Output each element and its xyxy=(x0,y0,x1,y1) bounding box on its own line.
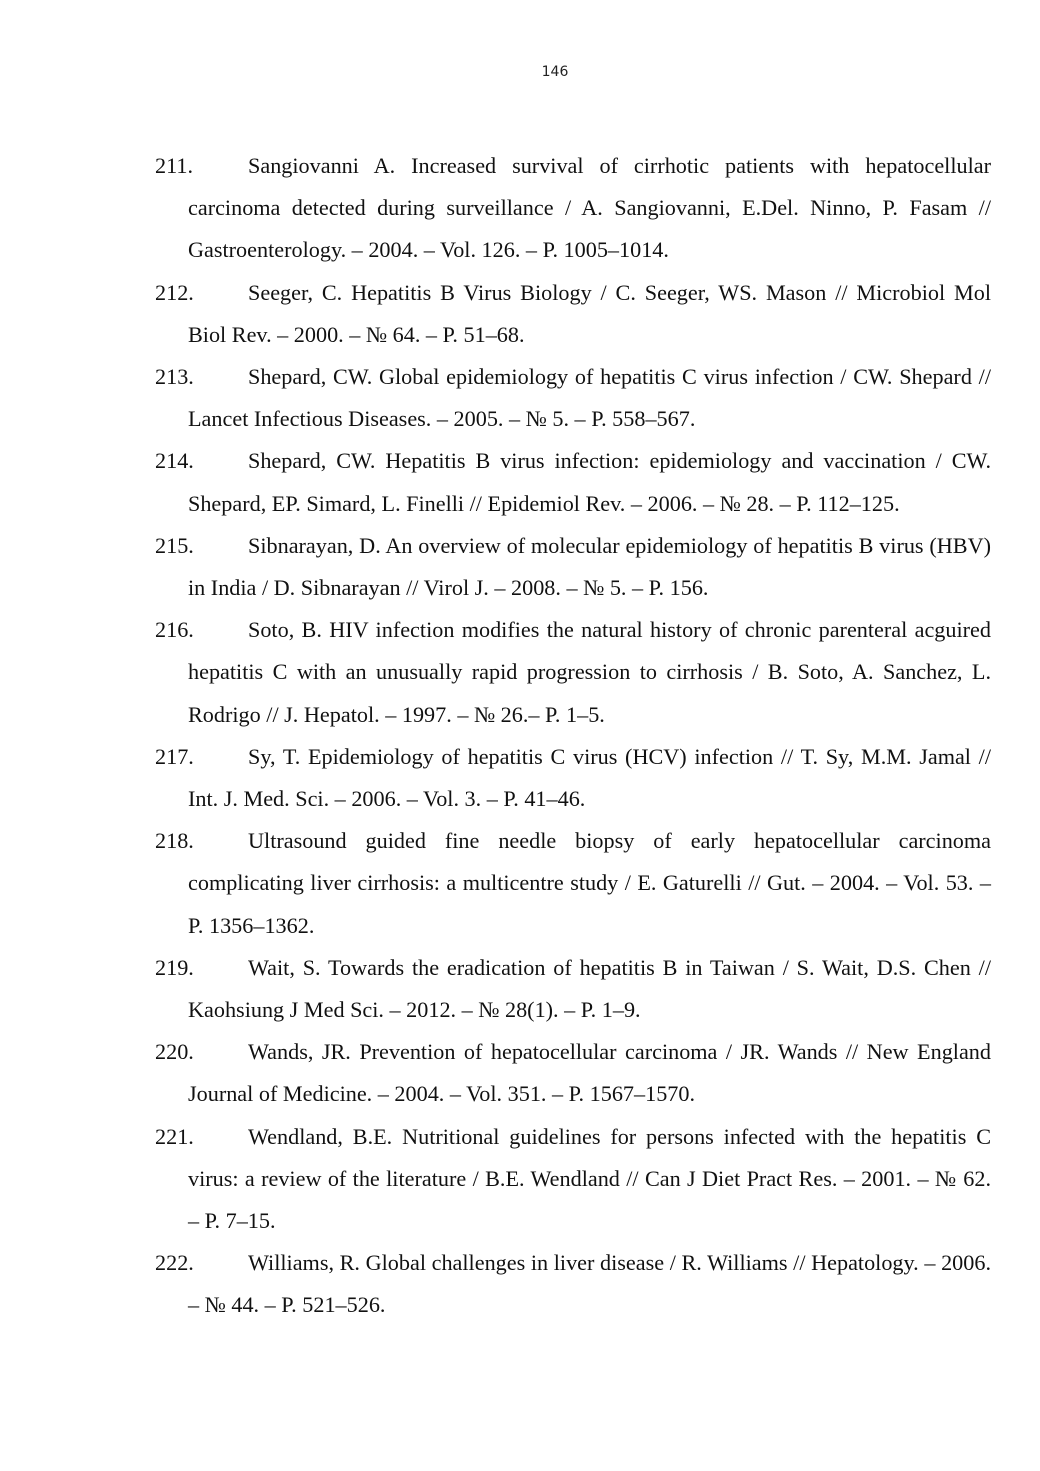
reference-text: Shepard, CW. Hepatitis B virus infection: epidemiology and vaccination / CW. Shepard, EP. Simard, L. Finelli // Epidemiol Rev. – 2006. – № 28. – P. 112–125. xyxy=(188,448,991,516)
reference-item xyxy=(155,736,991,820)
reference-number: 212. xyxy=(155,279,194,305)
reference-item xyxy=(155,1031,991,1115)
reference-text: Sangiovanni A. Increased survival of cirrhotic patients with hepatocellular carcinoma detected during surveillance / A. Sangiovanni, E.Del. Ninno, P. Fasam // Gastroenterology. – 2004. – Vol. 126. – P. 1005–1014. xyxy=(188,153,991,263)
reference-number: 214. xyxy=(155,448,194,474)
reference-item xyxy=(155,356,991,440)
reference-number: 218. xyxy=(155,828,194,854)
reference-number: 215. xyxy=(155,532,194,558)
reference-list xyxy=(155,145,991,1327)
reference-item xyxy=(155,440,991,524)
reference-number: 211. xyxy=(155,153,194,178)
reference-text: Seeger, C. Hepatitis B Virus Biology / C. Seeger, WS. Mason // Microbiol Mol Biol Rev. – 2000. – № 64. – P. 51–68. xyxy=(188,279,991,347)
reference-number: 213. xyxy=(155,364,194,390)
page-number: 146 xyxy=(541,64,569,80)
reference-item xyxy=(155,947,991,1031)
reference-item xyxy=(155,145,991,272)
reference-text: Wands, JR. Prevention of hepatocellular carcinoma / JR. Wands // New England Journal of Medicine. – 2004. – Vol. 351. – P. 1567–1570. xyxy=(188,1039,991,1107)
reference-number: 216. xyxy=(155,617,194,643)
reference-text: Shepard, CW. Global epidemiology of hepatitis C virus infection / CW. Shepard // Lancet Infectious Diseases. – 2005. – № 5. – P. 558–567. xyxy=(188,364,991,432)
reference-text: Sibnarayan, D. An overview of molecular epidemiology of hepatitis B virus (HBV) in India / D. Sibnarayan // Virol J. – 2008. – № 5. – P. 156. xyxy=(188,532,991,601)
reference-number: 220. xyxy=(155,1039,194,1065)
reference-item xyxy=(155,609,991,736)
reference-number: 217. xyxy=(155,743,194,769)
reference-number: 221. xyxy=(155,1123,194,1149)
reference-text: Soto, B. HIV infection modifies the natural history of chronic parenteral acguired hepatitis C with an unusually rapid progression to cirrhosis / B. Soto, A. Sanchez, L. Rodrigo // J. Hepatol. – 1997. – № 26.– P. 1–5. xyxy=(188,617,991,727)
reference-item xyxy=(155,820,991,947)
reference-text: Wait, S. Towards the eradication of hepatitis B in Taiwan / S. Wait, D.S. Chen // Kaohsiung J Med Sci. – 2012. – № 28(1). – P. 1–9. xyxy=(188,954,991,1023)
reference-text: Sy, T. Epidemiology of hepatitis C virus (HCV) infection // T. Sy, M.M. Jamal // Int. J. Med. Sci. – 2006. – Vol. 3. – P. 41–46. xyxy=(188,743,991,812)
reference-item xyxy=(155,525,991,609)
reference-number: 219. xyxy=(155,954,194,980)
reference-text: Williams, R. Global challenges in liver disease / R. Williams // Hepatology. – 2006. – № 44. – P. 521–526. xyxy=(188,1250,991,1318)
reference-text: Ultrasound guided fine needle biopsy of early hepatocellular carcinoma complicating liver cirrhosis: a multicentre study / E. Gaturelli // Gut. – 2004. – Vol. 53. – P. 1356–1362. xyxy=(188,828,991,938)
reference-item xyxy=(155,1242,991,1326)
reference-item xyxy=(155,272,991,356)
reference-text: Wendland, B.E. Nutritional guidelines for persons infected with the hepatitis C virus: a review of the literature / B.E. Wendland // Can J Diet Pract Res. – 2001. – № 62. – P. 7–15. xyxy=(188,1123,991,1234)
reference-number: 222. xyxy=(155,1250,194,1276)
reference-item xyxy=(155,1116,991,1243)
